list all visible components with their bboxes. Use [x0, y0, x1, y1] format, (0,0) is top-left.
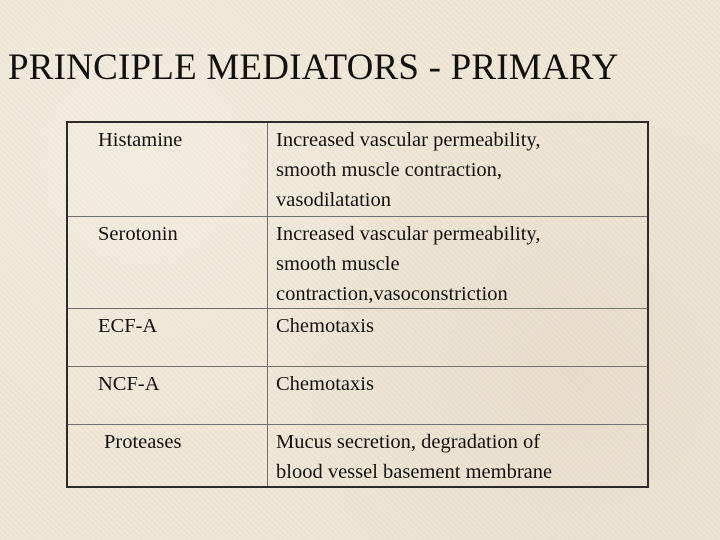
mediator-cell: Proteases: [104, 431, 182, 453]
mediator-cell: NCF-A: [98, 373, 160, 395]
table-row: [68, 366, 647, 425]
effects-cell: Chemotaxis: [276, 315, 374, 337]
table-row: [68, 216, 647, 309]
table-row: [68, 123, 647, 216]
mediator-cell: Serotonin: [98, 223, 178, 245]
table-row: [68, 308, 647, 367]
effects-cell: Mucus secretion, degradation of blood vessel basement membrane: [276, 431, 553, 483]
effects-cell: Increased vascular permeability, smooth muscle contraction, vasodilatation: [276, 129, 541, 211]
mediator-cell: Histamine: [98, 129, 183, 151]
table-row: [68, 424, 647, 489]
effects-cell: Increased vascular permeability, smooth muscle contraction,vasoconstriction: [276, 223, 541, 305]
mediators-table: [66, 121, 649, 488]
mediator-cell: ECF-A: [98, 315, 158, 337]
page-title: PRINCIPLE MEDIATORS - PRIMARY: [8, 47, 619, 88]
effects-cell: Chemotaxis: [276, 373, 374, 395]
